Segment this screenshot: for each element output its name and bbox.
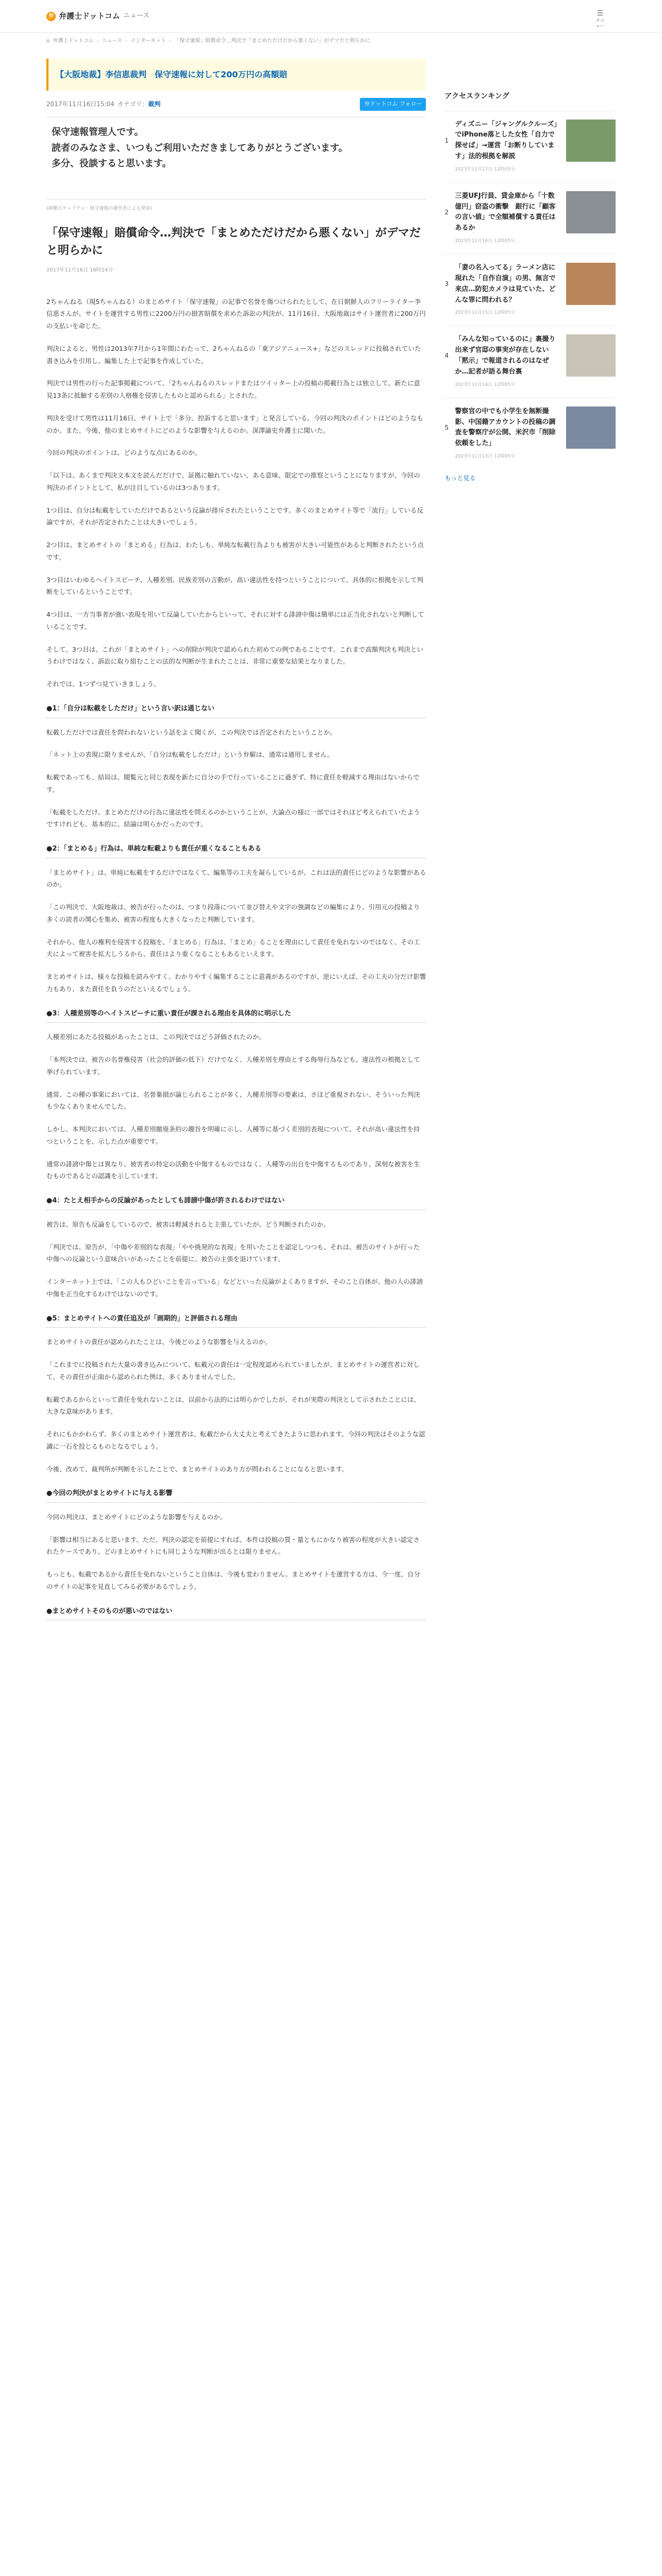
breadcrumb-item[interactable]: インターネット [130,38,167,44]
menu-button[interactable] [594,9,606,29]
article-paragraph: 「以下は、あくまで判決文本文を読んだだけで、証拠に触れていない、ある意味、限定での推察ということになりますが、今回の判決のポイントとして、私が注目しているのは3つあります。 [46,471,420,492]
hamburger-icon: ☰ [597,9,604,18]
category-label: カテゴリ： [117,100,148,108]
article-title: 「保守速報」賠償命令…判決で「まとめただけだから悪くない」がデマだと明らかに [46,227,421,258]
ranking-thumbnail[interactable] [566,263,616,305]
article-paragraph: 「まとめサイト」は、単純に転載をするだけではなくて、編集等の工夫を凝らしているが、これは法的責任にどのような影響があるのか。 [46,868,426,889]
article-paragraph: 判決によると、男性は2013年7月から1年間にわたって、2ちゃんねるの「東アジアニュース+」などのスレッドに投稿されていた書き込みを引用し、編集した上で記事を作成していた。 [46,344,421,365]
ranking-date: 2023年11月13日 12時05分 [455,453,516,459]
article-paragraph: 「この判決で、大阪地裁は、被告が行ったのは、つまり段落について並び替えや文字の強調などの編集により、引用元の投稿より多くの読者の関心を集め、被害の程度も大きくなったと判断しています。 [46,903,420,923]
article-meta [46,98,426,111]
article-body [46,296,426,1621]
image-caption: (画像はキャプチャ：保守速報の運営者による発表) [46,206,152,212]
ranking-text [455,120,561,174]
breadcrumb-home-icon[interactable]: ⌂ [46,38,50,44]
article-paragraph: 「本判決では、被告の名誉権侵害（社会的評価の低下）だけでなく、人種差別を理由とする侮辱行為なども、違法性の根拠として挙げられています。 [46,1056,420,1076]
article-paragraph: それにもかかわらず、多くのまとめサイト運営者は、転載だから大丈夫と考えてきたように思われます。今回の判決はそのような認識に一石を投じるものとなるでしょう。 [46,1430,425,1450]
article-paragraph: それから、他人の権利を侵害する投稿を、「まとめる」行為は、「まとめ」ることを理由にして責任を免れないのではなく、その工夫によって被害を拡大しうるから、責任はより重くなることもあるといえます。 [46,938,420,958]
ranking-text [455,334,561,389]
article-paragraph: 4つ目は、一方当事者が強い表現を用いて反論していたからといって、それに対する誹謗中傷は簡単には正当化されないと判断していることです。 [46,611,424,631]
ranking-date: 2023年11月16日 12時05分 [455,239,516,244]
article-paragraph: 判決では男性の行った記事掲載について、「2ちゃんねるのスレッドまたはツイッター上の投稿の掲載行為とは独立して、新たに意見13条に抵触する差別の人格権を侵害したものと認められる」とされた。 [46,379,420,400]
category-link[interactable]: 裁判 [148,100,161,108]
breadcrumb-item[interactable]: ニュース [102,38,123,44]
section-heading: ●5：まとめサイトへの責任追及が「画期的」と評価される理由 [46,1313,426,1328]
article-paragraph: 2ちゃんねる（現5ちゃんねる）のまとめサイト「保守速報」の記事で名誉を傷つけられたとして、在日朝鮮人のフリーライター李信恵さんが、サイトを運営する男性に2200万円の損害賠償を求めた訴訟の判決が、11月16日、大阪地裁はサイト運営者に200万円の支払いを命じた。 [46,297,426,330]
logo-mark-icon: 弁 [46,12,56,21]
sidebar [444,48,616,1629]
article-paragraph: しかし、本判決においては、人種差別撤廃条約の趣旨を明確に示し、人種等に基づく差別的表現について、それが高い違法性を持つということを、示した点が重要です。 [46,1125,420,1145]
ranking-number: 1 [444,137,449,144]
article-paragraph: 被告は、原告も反論をしているので、被害は軽減されると主張していたが、どう判断されたのか。 [46,1220,330,1228]
article-date: 2017年11月16日15:04 [46,100,114,108]
ranking-thumbnail[interactable] [566,191,616,233]
article-paragraph: 「影響は相当にあると思います。ただ、判決の認定を前提にすれば、本件は投稿の質・量ともにかなり被害の程度が大きい認定されたケースであり、どのまとめサイトにも同じような判断が出るとは限りません。 [46,1535,420,1556]
article-paragraph: 今回の判決は、まとめサイトにどのような影響を与えるのか。 [46,1513,227,1521]
breadcrumb-separator-icon: › [169,38,172,44]
ranking-date: 2023年11月14日 12時05分 [455,382,516,387]
article-paragraph: 「これまでに投稿された大量の書き込みについて、転載元の責任は一定程度認められていましたが、まとめサイトの運営者に対して、その責任が正面から認められた例は、多くありませんでした。 [46,1361,420,1381]
menu-label: メニュー [595,18,605,29]
ranking-headline[interactable]: 「妻の名入ってる」ラーメン店に現れた「自作自演」の男、無言で来店…防犯カメラは見ていた、どんな罪に問われる？ [455,264,556,304]
ranking-text [455,263,561,317]
ranking-thumbnail[interactable] [566,334,616,377]
section-heading: ●3：人種差別等のヘイトスピーチに重い責任が課される理由を具体的に明示した [46,1008,426,1023]
article-image-line: 読者のみなさま、いつもご利用いただきましてありがとうございます。 [52,142,348,154]
article-paragraph: まとめサイトの責任が認められたことは、今後どのような影響を与えるのか。 [46,1338,272,1346]
article-paragraph: 「ネット上の表現に限りませんが、「自分は転載をしただけ」という弁解は、通常は通用しません。 [46,751,334,759]
breadcrumb-current: 「保守速報」賠償命令…判決で「まとめただけだから悪くない」がデマだと明らかに [174,38,371,44]
article-paragraph: そして、3つ目は、これが「まとめサイト」への削除が判決で認められた初めての例であることです。これまで高額判決も判決というわけではなく、訴訟に取り組むことの法的な判断が生まれたことは、非常に重要な結果となりました。 [46,645,423,666]
article-paragraph: 3つ目はいわゆるヘイトスピーチ、人種差別、民族差別の言動が、高い違法性を持つということについて、具体的に根拠を示して判断をしているということです。 [46,575,423,596]
article-paragraph: まとめサイトは、様々な投稿を読みやすく、わかりやすく編集することに意義があるのですが、逆にいえば、その工夫の分だけ影響力もあり、また責任を負うのだといえるでしょう。 [46,973,426,993]
ranking-date: 2023年11月15日 12時05分 [455,310,516,316]
ranking-thumbnail[interactable] [566,406,616,449]
section-heading: ●今回の判決がまとめサイトに与える影響 [46,1487,426,1503]
article-paragraph: 転載しただけでは責任を問われないという話をよく聞くが、この判決では否定されたということか。 [46,728,337,736]
site-header [0,0,662,33]
article-paragraph: 今回の判決のポイントは、どのような点にあるのか。 [46,449,202,457]
article-paragraph: 今後、改めて、裁判所が判断を示したことで、まとめサイトのあり方が問われることになると思います。 [46,1465,349,1473]
section-heading: ●1：「自分は転載をしただけ」という言い訳は通じない [46,703,426,718]
article-subdate: 2017年11月16日 16時14分 [46,267,113,273]
article-paragraph: 「転載をしただけ、まとめただけの行為に違法性を問えるのかということが、大論点の様に一部ではそれほど考えられていたようですけれども、基本的に、結論は明らかだったのです。 [46,808,420,828]
breadcrumb-separator-icon: › [125,38,128,44]
logo-text: 弁護士ドットコム [59,11,120,21]
more-link[interactable]: もっと見る [444,474,476,482]
follow-button[interactable]: 弁ドットコム フォロー [360,98,426,111]
ranking-item[interactable] [444,111,616,182]
article-paragraph: 転載であるからといって責任を免れないことは、以前から法的には明らかでしたが、それが実際の判決として示されたことには、大きな意味があります。 [46,1395,421,1416]
ranking-number: 3 [444,280,449,288]
logo-sub: ニュース [123,12,150,20]
ranking-item[interactable] [444,398,616,469]
ranking-item[interactable] [444,182,616,254]
ranking-date: 2023年11月17日 12時05分 [455,166,516,172]
article-paragraph: 転載であっても、結局は、閲覧元と同じ表現を新たに自分の手で行っていることに過ぎず、特に責任を軽減する理由はないからです。 [46,773,420,793]
article-headline-banner: 【大阪地裁】李信恵裁判 保守速報に対して200万円の高額賠 [46,59,426,91]
article-image-line: 多分、役談すると思います。 [52,158,172,170]
ranking-title: アクセスランキング [444,92,509,100]
article-paragraph: それでは、1つずつ見ていきましょう。 [46,680,160,688]
ranking-item[interactable] [444,326,616,397]
breadcrumb [0,33,662,48]
section-heading: ●2：「まとめる」行為は、単純な転載よりも責任が重くなることもある [46,843,426,858]
article-paragraph: 通常、この種の事案においては、名誉棄損が論じられることが多く、人種差別等の要素は、さほど重視されない、そういった判決も少なくありませんでした。 [46,1090,420,1111]
article-paragraph: 「判決では、原告が、「中傷や差別的な表現」「やや挑発的な表現」を用いたことを認定しつつも、それは、被告のサイトが行った中傷への反論という意味合いがあったことを前提に、被告の主張を退けています。 [46,1243,420,1263]
article-paragraph: 人種差別にあたる投稿があったことは、この判決ではどう評価されたのか。 [46,1033,266,1041]
site-logo[interactable] [46,9,150,24]
article-paragraph: インターネット上では、「この人もひどいことを言っている」などといった反論がよくありますが、そのこと自体が、他の人の誹謗中傷を正当化するわけではないのです。 [46,1278,423,1298]
ranking-headline[interactable]: 「みんな知っているのに」裏撮り出来ず官邸の事実が存在しない「黙示」で報道されるのはなぜか…記者が語る舞台裏 [455,335,556,376]
ranking-headline[interactable]: 三菱UFJ行員、貸金庫から「十数億円」窃盗の衝撃 銀行に「顧客の言い値」で全額補償する責任はあるか [455,192,556,232]
section-heading: ●4：たとえ相手からの反論があったとしても誹謗中傷が許されるわけではない [46,1195,426,1210]
ranking-headline[interactable]: ディズニー「ジャングルクルーズ」でiPhone落とした女性「自力で探せば」→運営「お断りしています」法的根拠を解説 [455,120,561,160]
article-paragraph: 2つ目は、まとめサイトの「まとめる」行為は、わたしも、単純な転載行為よりも被害が大きい可能性があると判断されたという点です。 [46,541,424,561]
article-main [46,48,426,1629]
ranking-number: 2 [444,208,449,216]
ranking-text [455,406,561,461]
article-paragraph: もっとも、転載であるから責任を免れないということ自体は、今後も変わりません。まとめサイトを運営する方は、今一度、自分のサイトの記事を見直してみる必要があるでしょう。 [46,1570,420,1590]
section-heading: ●まとめサイトそのものが悪いのではない [46,1605,426,1621]
ranking-list [444,111,616,469]
article-image [46,117,426,199]
breadcrumb-item[interactable]: 弁護士ドットコム [53,38,94,44]
ranking-text [455,191,561,246]
article-paragraph: 1つ目は、自分は転載をしていただけであるという反論が排斥されたということです。多くのまとめサイト等で「流行」している反論ですが、それが否定されたことは大きいでしょう。 [46,506,424,527]
ranking-number: 5 [444,423,449,431]
ranking-item[interactable] [444,254,616,326]
article-paragraph: 通常の誹謗中傷とは異なり、被害者の特定の活動を中傷するものではなく、人種等の出自を中傷するものであり、深刻な被害を生むものであるとの認識を示しています。 [46,1160,420,1180]
article-paragraph: 判決を受けて男性は11月16日、サイト上で「多分、控訴すると思います」と発言している。今回の判決のポイントはどのようなものか。また、今後、他のまとめサイトにどのような影響を与えるのか。深澤諭史弁護士に聞いた。 [46,414,423,434]
ranking-headline[interactable]: 警察官の中でも小学生を無断撮影、中国籍アカウントの投稿の調査を警察庁が公開、米沢市「削除依頼をした」 [455,407,556,448]
article-image-line: 保守速報管理人です。 [52,127,144,138]
ranking-number: 4 [444,352,449,360]
ranking-thumbnail[interactable] [566,120,616,162]
breadcrumb-separator-icon: › [96,38,99,44]
